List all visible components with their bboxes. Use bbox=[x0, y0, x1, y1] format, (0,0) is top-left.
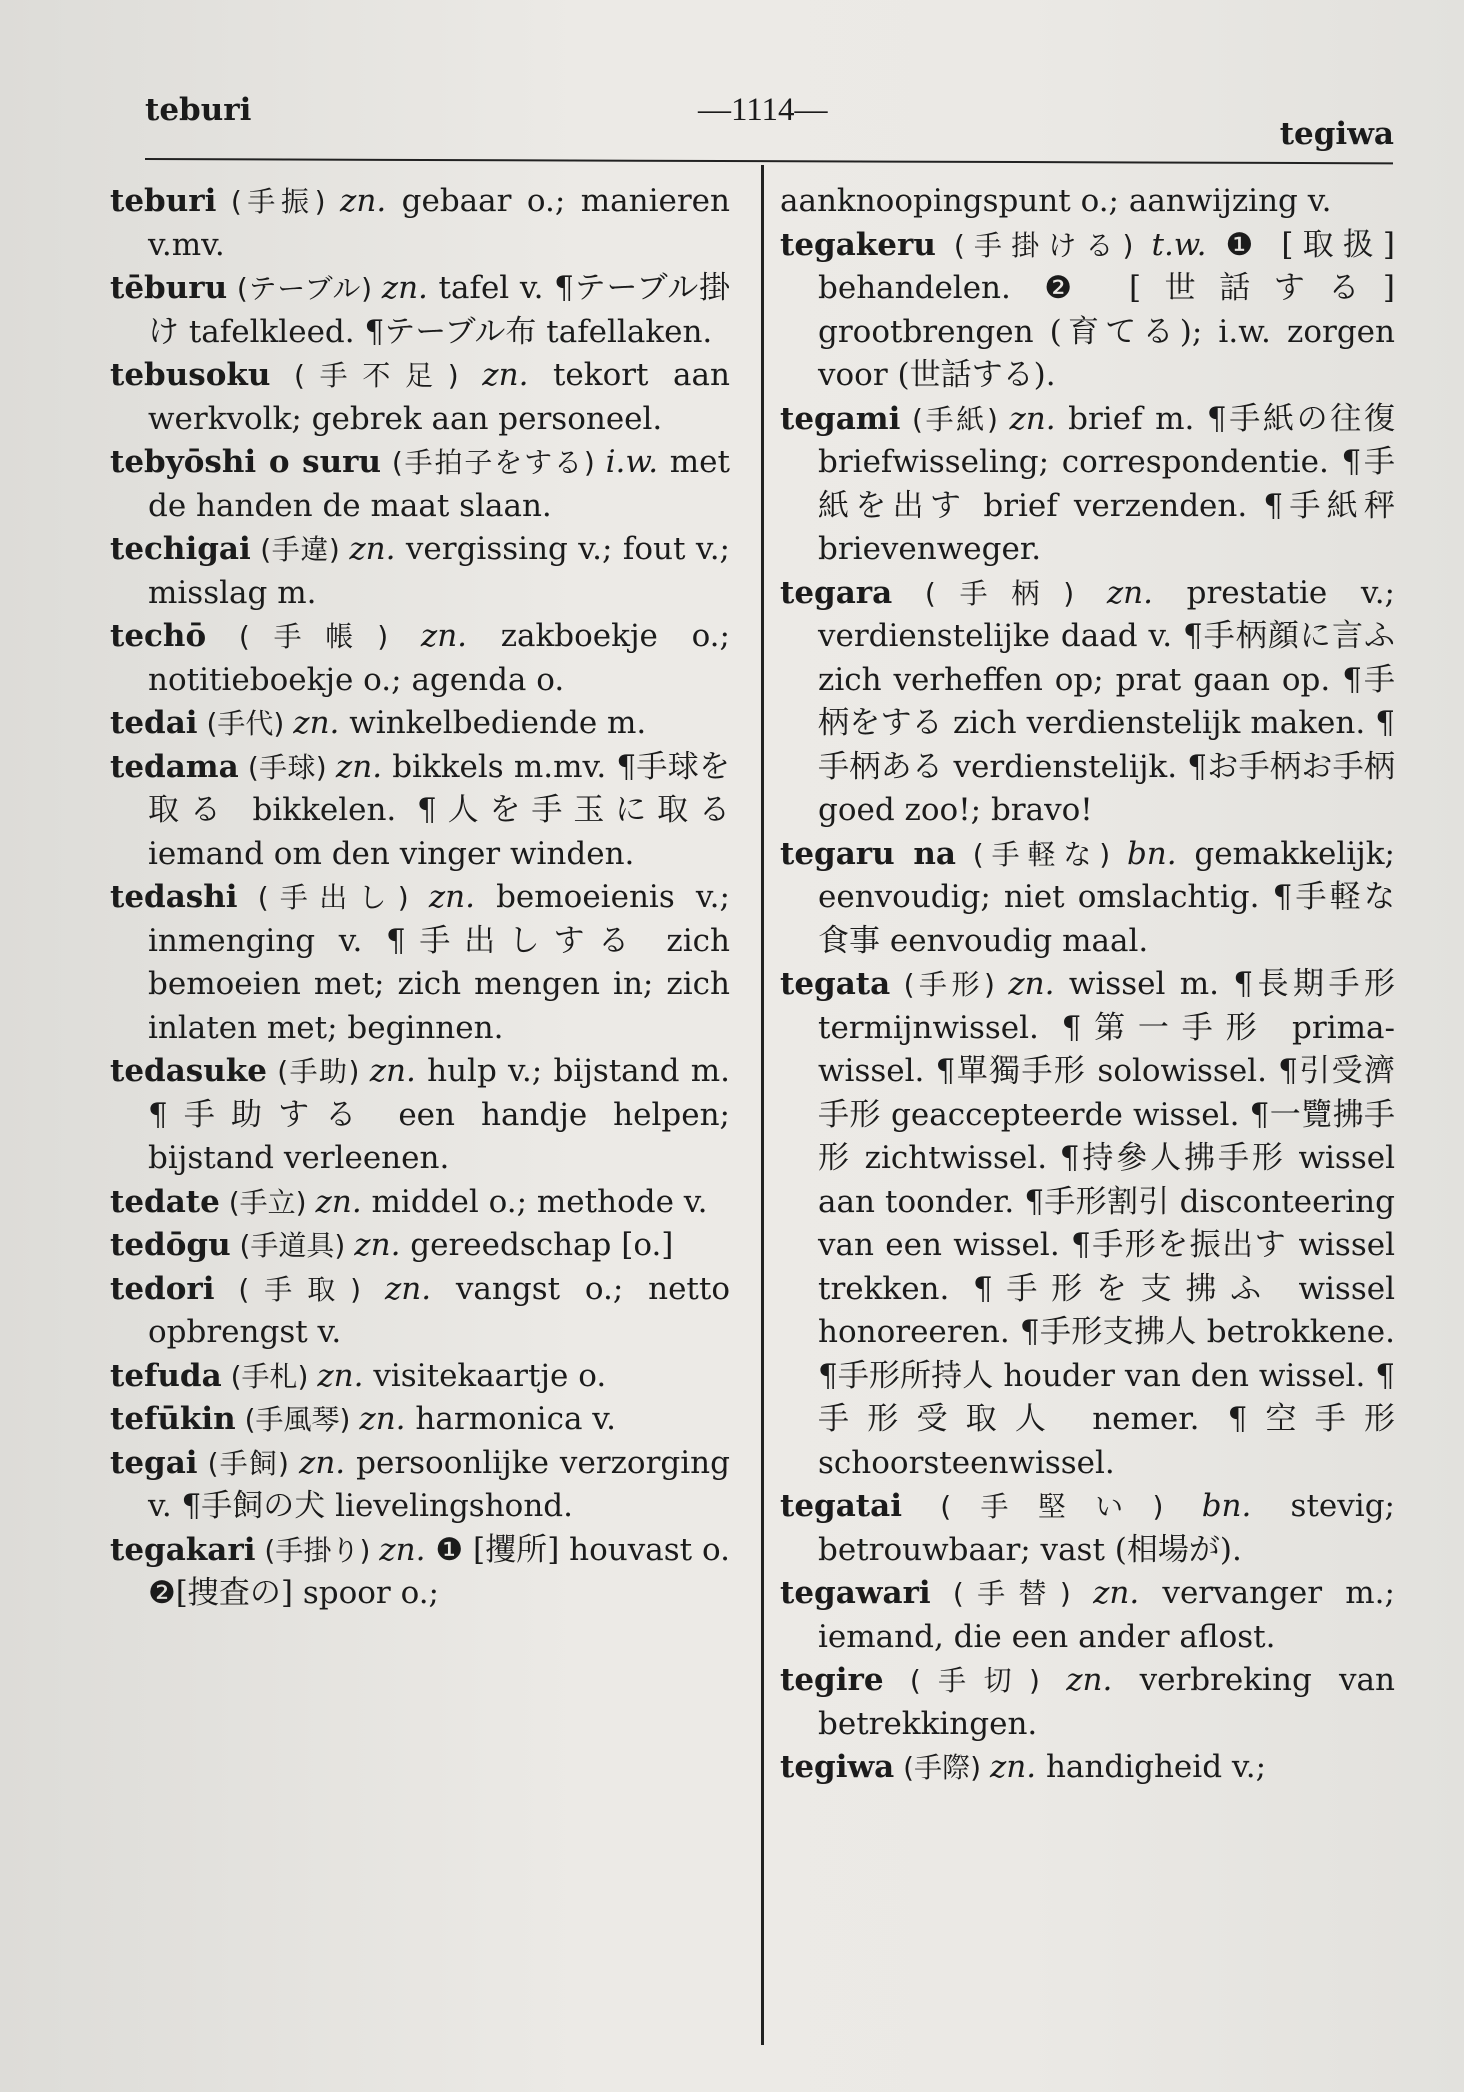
entry-kanji: (手帳) bbox=[206, 620, 421, 653]
entry-grammar: zn. bbox=[349, 531, 396, 567]
dictionary-entry bbox=[780, 224, 1395, 398]
entry-definition: ❶ [取扱] behandelen. ❷ [世話する] grootbrengen (育てる); i.w. zorgen voor (世話する). bbox=[818, 226, 1396, 393]
entry-grammar: zn. bbox=[379, 1531, 426, 1568]
dictionary-entry bbox=[780, 833, 1395, 964]
page-number: —1114— bbox=[698, 92, 828, 128]
dictionary-entry bbox=[110, 528, 730, 615]
dictionary-entry bbox=[780, 1659, 1395, 1746]
entry-headword: tegire bbox=[780, 1662, 884, 1698]
entry-definition: vergissing v.; fout v.; misslag m. bbox=[148, 531, 730, 611]
entry-kanji: (手堅い) bbox=[902, 1490, 1202, 1523]
entry-kanji: (手違) bbox=[250, 533, 350, 566]
dictionary-entry bbox=[110, 267, 730, 354]
entry-headword: techō bbox=[110, 618, 207, 654]
entry-headword: tefūkin bbox=[110, 1401, 236, 1437]
entry-kanji: (手替) bbox=[930, 1577, 1094, 1610]
entry-grammar: zn. bbox=[1093, 1575, 1140, 1611]
entry-definition: stevig; betrouwbaar; vast (相場が). bbox=[818, 1488, 1395, 1568]
dictionary-entry bbox=[110, 702, 730, 746]
entry-definition: gereedschap [o.] bbox=[400, 1227, 674, 1263]
entry-grammar: zn. bbox=[354, 1227, 401, 1263]
entry-definition: ❶ [攫所] houvast o. ❷[捜査の] spoor o.; bbox=[148, 1531, 730, 1611]
entry-headword: tebyōshi o suru bbox=[110, 444, 382, 480]
entry-kanji: (手拍子をする) bbox=[381, 446, 606, 479]
entry-kanji: (手出し) bbox=[237, 881, 429, 914]
entry-headword: tegiwa bbox=[780, 1749, 895, 1785]
entry-headword: tedori bbox=[110, 1270, 215, 1307]
entry-headword: tegara bbox=[780, 574, 893, 611]
entry-grammar: zn. bbox=[293, 705, 340, 741]
entry-kanji: (手球) bbox=[238, 750, 336, 784]
entry-kanji: (手際) bbox=[894, 1751, 990, 1784]
entry-grammar: zn. bbox=[482, 357, 529, 393]
dictionary-entry bbox=[780, 398, 1395, 572]
entry-headword: tedai bbox=[110, 705, 198, 741]
entry-definition: visitekaartje o. bbox=[363, 1357, 607, 1394]
column-divider bbox=[761, 165, 764, 2045]
entry-grammar: zn. bbox=[1009, 400, 1056, 437]
entry-grammar: zn. bbox=[1066, 1662, 1113, 1698]
entry-definition: harmonica v. bbox=[405, 1401, 616, 1437]
entry-headword: tegatai bbox=[780, 1488, 902, 1524]
entry-definition: tekort aan werkvolk; gebrek aan personeel. bbox=[148, 357, 730, 437]
entry-kanji: (手助) bbox=[267, 1055, 370, 1088]
entry-headword: tegawari bbox=[780, 1575, 931, 1611]
entry-kanji: (手立) bbox=[219, 1185, 316, 1219]
entry-headword: tefuda bbox=[110, 1357, 222, 1394]
entry-definition: gemakkelijk; eenvoudig; niet omslachtig. ¶手軽な食事 eenvoudig maal. bbox=[818, 835, 1395, 959]
header-right-guideword: tegiwa bbox=[1279, 116, 1394, 152]
entry-kanji: (手振) bbox=[216, 185, 341, 218]
dictionary-entry bbox=[780, 572, 1395, 833]
entry-definition: gebaar o.; manieren v.mv. bbox=[148, 183, 730, 263]
entry-definition: vangst o.; netto opbrengst v. bbox=[148, 1270, 730, 1350]
entry-kanji: (手掛り) bbox=[255, 1533, 380, 1567]
dictionary-entry bbox=[110, 746, 730, 877]
dictionary-entry bbox=[780, 963, 1395, 1485]
entry-definition: bemoeienis v.; inmenging v. ¶手出しする zich bemoeien met; zich mengen in; zich inlaten met; beginnen. bbox=[148, 879, 730, 1046]
right-column bbox=[780, 180, 1395, 1790]
entry-kanji: (手取) bbox=[214, 1272, 385, 1306]
entry-definition: hulp v.; bijstand m. ¶手助する een handje helpen; bijstand verleenen. bbox=[148, 1053, 730, 1176]
entry-kanji: (テーブル) bbox=[227, 272, 382, 305]
entry-definition: middel o.; methode v. bbox=[361, 1183, 708, 1220]
entry-headword: tegaru na bbox=[780, 835, 956, 872]
entry-headword: tegai bbox=[110, 1444, 198, 1481]
entry-grammar: zn. bbox=[335, 748, 383, 785]
entry-grammar: zn. bbox=[1008, 966, 1055, 1002]
entry-kanji: (手道具) bbox=[230, 1229, 355, 1262]
entry-kanji: (手不足) bbox=[270, 359, 483, 392]
entry-definition: zakboekje o.; notitieboekje o.; agenda o. bbox=[148, 618, 730, 698]
entry-grammar: zn. bbox=[428, 879, 475, 915]
dictionary-entry bbox=[780, 180, 1395, 224]
dictionary-entry bbox=[110, 1181, 730, 1225]
entry-headword: tēburu bbox=[110, 270, 228, 306]
entry-definition: wissel m. ¶長期手形 termijnwissel. ¶第一手形 prima-wissel. ¶單獨手形 solowissel. ¶引受濟手形 geaccepteerde wissel. ¶一覽拂手形 zichtwissel. ¶持參人拂手形 wissel aan toonder. ¶手形割引 disconteering van een wissel. ¶手形を振出す wissel trekken. ¶手形を支拂ふ wissel honoreeren. ¶手形支拂人 betrokkene. ¶手形所持人 houder van den wissel. ¶手形受取人 nemer. ¶空手形 schoorsteenwissel. bbox=[818, 966, 1396, 1481]
entry-definition: bikkels m.mv. ¶手球を取る bikkelen. ¶人を手玉に取る iemand om den vinger winden. bbox=[148, 748, 730, 872]
entry-headword: teburi bbox=[110, 183, 217, 219]
header-rule bbox=[145, 158, 1393, 164]
entry-headword: techigai bbox=[110, 531, 251, 567]
dictionary-entry bbox=[110, 876, 730, 1050]
entry-grammar: bn. bbox=[1126, 835, 1177, 872]
entry-definition: brief m. ¶手紙の往復 briefwisseling; correspondentie. ¶手紙を出す brief verzenden. ¶手紙秤 brievenweger. bbox=[818, 400, 1395, 567]
dictionary-entry bbox=[110, 1268, 730, 1355]
entry-grammar: zn. bbox=[369, 1053, 416, 1089]
entry-kanji: (手軽な) bbox=[955, 837, 1127, 871]
entry-definition: met de handen de maat slaan. bbox=[148, 444, 730, 524]
header-left-guideword: teburi bbox=[145, 92, 252, 128]
entry-definition: tafel v. ¶テーブル掛け tafelkleed. ¶テーブル布 tafellaken. bbox=[148, 270, 730, 350]
entry-kanji: (手掛ける) bbox=[935, 228, 1152, 262]
entry-definition: winkelbediende m. bbox=[339, 705, 647, 741]
entry-definition: prestatie v.; verdienstelijke daad v. ¶手柄顔に言ふ zich verheffen op; prat gaan op. ¶手柄をする zich verdienstelijk maken. ¶手柄ある verdienstelijk. ¶お手柄お手柄 goed zoo!; bravo! bbox=[818, 574, 1395, 828]
entry-headword: tedashi bbox=[110, 879, 238, 915]
entry-grammar: t.w. bbox=[1151, 226, 1207, 263]
entry-kanji: (手紙) bbox=[900, 402, 1010, 436]
entry-headword: tedōgu bbox=[110, 1227, 231, 1263]
entry-headword: tegata bbox=[780, 966, 891, 1002]
entry-grammar: bn. bbox=[1201, 1488, 1252, 1524]
entry-grammar: zn. bbox=[340, 183, 387, 219]
entry-kanji: (手柄) bbox=[892, 576, 1107, 610]
entry-definition: verbreking van betrekkingen. bbox=[818, 1662, 1395, 1742]
entry-headword: tegami bbox=[780, 400, 901, 437]
entry-definition: aanknoopingspunt o.; aanwijzing v. bbox=[780, 183, 1332, 219]
entry-headword: tebusoku bbox=[110, 357, 271, 393]
entry-headword: tegakeru bbox=[780, 226, 936, 263]
dictionary-entry bbox=[110, 354, 730, 441]
entry-grammar: zn. bbox=[359, 1401, 406, 1437]
entry-kanji: (手飼) bbox=[197, 1446, 299, 1480]
entry-kanji: (手形) bbox=[890, 968, 1009, 1001]
entry-headword: tedate bbox=[110, 1183, 220, 1220]
entry-kanji: (手風琴) bbox=[235, 1403, 360, 1436]
dictionary-entry bbox=[110, 615, 730, 702]
entry-headword: tegakari bbox=[110, 1531, 256, 1568]
entry-headword: tedasuke bbox=[110, 1053, 267, 1089]
left-column bbox=[110, 180, 730, 1616]
entry-grammar: zn. bbox=[298, 1444, 346, 1481]
entry-grammar: zn. bbox=[317, 1357, 364, 1394]
dictionary-entry bbox=[110, 1529, 730, 1616]
entry-kanji: (手札) bbox=[221, 1359, 318, 1393]
dictionary-entry bbox=[110, 441, 730, 528]
entry-definition: vervanger m.; iemand, die een ander aflost. bbox=[818, 1575, 1395, 1655]
entry-grammar: zn. bbox=[381, 270, 428, 306]
entry-grammar: zn. bbox=[989, 1749, 1037, 1785]
dictionary-entry bbox=[110, 1050, 730, 1181]
entry-definition: handigheid v.; bbox=[1036, 1749, 1267, 1785]
dictionary-entry bbox=[780, 1572, 1395, 1659]
entry-definition: persoonlijke verzorging v. ¶手飼の犬 lievelingshond. bbox=[148, 1444, 730, 1524]
entry-kanji: (手切) bbox=[883, 1664, 1067, 1697]
dictionary-entry bbox=[110, 1442, 730, 1529]
dictionary-entry bbox=[110, 1398, 730, 1442]
entry-grammar: i.w. bbox=[605, 444, 659, 480]
dictionary-entry bbox=[110, 180, 730, 267]
dictionary-entry bbox=[110, 1355, 730, 1399]
dictionary-entry bbox=[780, 1746, 1395, 1790]
entry-grammar: zn. bbox=[315, 1183, 362, 1220]
entry-grammar: zn. bbox=[384, 1270, 432, 1307]
entry-grammar: zn. bbox=[420, 618, 468, 654]
dictionary-entry bbox=[780, 1485, 1395, 1572]
entry-kanji: (手代) bbox=[197, 707, 294, 740]
entry-grammar: zn. bbox=[1106, 574, 1153, 611]
dictionary-entry bbox=[110, 1224, 730, 1268]
entry-headword: tedama bbox=[110, 748, 239, 785]
